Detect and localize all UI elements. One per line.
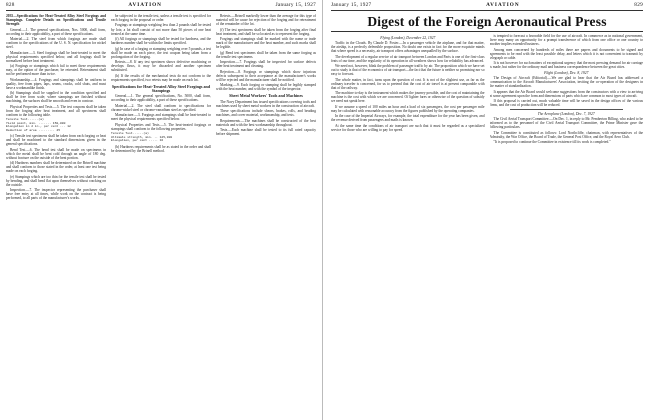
paragraph: Forgings or stampings weighing less than 2 pounds shall be tested by lots; a lot shall consist of not more than 50 pieces of one heat treated at the same time. [111,23,211,36]
right-column-1 [331,34,485,419]
paragraph: Inspection.—7. Forgings shall be inspected for surface defects after heat treatment and cleaning. [216,60,316,69]
paragraph: (d) Hardness numbers shall be determined on the Brinell machine and shall conform to those stated in the order, at least one test being made on each forging. [6,161,106,174]
paragraph: Workmanship.—4. Forgings and stampings shall be uniform in quality, free from pipes, laps, seams, cracks, cold shuts, and must have a workmanlike finish. [6,77,106,90]
paragraph: Physical Properties and Tests.—5. The test coupons shall be taken from the forging after heat treatment, and all specimens shall conform to the following table. [6,104,106,117]
left-page [0,0,323,420]
article-title: Digest of the Foreign Aeronautical Press [367,14,607,29]
paragraph: Material.—2. The steel shall conform to specifications for chrome-nickel steel or chrome-vanadium steel as specified. [111,103,211,112]
paragraph: Retests.—Brinell markedly lower than the average for this type of material will be cause for rejection of the forging and for retreatment of the remainder of the lot. [216,14,316,27]
paragraph: The machine to-day is the instrument which makes the journey possible, and the cost of maintaining the machine is the cost with which we are concerned. Of lighter fares or otherwise of the question of subsidy we need not speak here. [331,91,485,104]
source-line: Flying (London), December 22, 1927 [380,36,436,40]
paragraph: Marking.—9. Each forging or stamping shall be legibly stamped with the heat number, and with the symbol of the inspector. [216,83,316,92]
left-issue-date: January 15, 1927 [275,2,316,8]
paragraph: "It is proposed to continue the Committee in existence till its work is completed." [493,140,611,145]
paragraph: In the case of the Imperial Airways, for example, the total expenditure for the year has been given, and the revenue derived from passengers and mails is known. [331,114,485,123]
left-running-title: AVIATION [128,2,162,8]
paragraph: We need not, however, blink the problem of passenger traffic by air. The proposition which we have set out to study is that of the economics of air transport—the fact that the future is neither so promising nor so easy to forecast. [331,64,485,77]
paragraph: Tests.—Each machine shall be tested to its full rated capacity before shipment. [216,128,316,137]
paragraph: (c) Tensile test specimens shall be taken from each forging or heat and shall be machined to the standard dimensions given in the general specifications. [6,134,106,147]
paragraph: Rejection.—8. Forgings or stampings which show injurious defects subsequent to their acceptance at the manufacturer's works will be rejected and the manufacturer shall be notified. [216,69,316,82]
paragraph: Bend Test.—6. The bend test shall be made on specimens in which the metal shall be bent cold through an angle of 180 deg. without fracture on the outside of the bent portion. [6,147,106,160]
source-line: The Aeroplane (London), Dec. 7, 1927 [537,112,595,117]
section-rule [510,109,624,110]
paragraph: (g) Bend test specimens shall be taken from the same forging as the tensile test specimens. [216,50,316,59]
right-columns [331,34,643,419]
paragraph: Requirements.—The machines shall be constructed of the best materials and with the best workmanship throughout. [216,118,316,127]
paragraph: These specifications include shears, brakes, rolls, and beading machines, and cover material, workmanship, and tests. [216,109,316,118]
left-columns [6,14,316,419]
paragraph: If we assume a speed of 100 miles an hour and a load of six passengers, the cost per passenger mile may be calculated with reasonable accuracy from the figures published by the operating companies. [331,104,485,113]
paragraph: The Civil Aerial Transport Committee.—On Dec. 1, in reply to Mr. Pemberton Billing, who asked to be informed as to the personnel of the Civil Aerial Transport Committee, the Prime Minister gave the following particulars. [489,117,643,130]
paragraph: General.—1. The general specifications, No. 5000, shall form, according to their applicability, a part of these specifications. [111,94,211,103]
paragraph: Retests.—8. If any test specimen shows defective machining or develops flaws, it may be discarded and another specimen substituted. [111,60,211,73]
section-heading: Specifications for Heat-Treated Alloy Steel Forgings and Stampings [111,83,211,93]
paragraph: (g) In case of a forging or stamping weighing over 5 pounds, a test shall be made on each piece, the test coupon being taken from a prolongation of the forging. [111,46,211,59]
paragraph: is tempted to forecast a favorable field for the use of aircraft. In commerce as in national government, there may many an opportunity for a prompt transference of which from one office or one country to another implies extended business. [489,34,643,47]
section-heading: 2035—Specifications for Heat-Treated Alloy Steel Forgings and Stampings. Complete Details on Specifications and Tensile Strength [6,14,106,27]
title-rule [331,31,643,32]
paragraph: It appears that the Air Board would welcome suggestions from the constructors with a view to arriving at some agreement upon the form and dimensions of parts which are common to most types of aircraft. [489,89,643,98]
paragraph: General.—1. The general specifications, Nos. 5000, shall form, according to their applicability, a part of these specifications. [6,27,106,36]
paragraph: The development of a regular service of air transport between London and Paris is one of the first-class feats of our time, and the regularity of its operation in all weathers shows how far reliability has advanced. [331,54,485,63]
paragraph: (b) Hardness requirements shall be as stated in the order and shall be determined by the Brinell method. [111,144,211,153]
paragraph: Inspection.—7. The inspector representing the purchaser shall have free entry at all times, while work on the contract is being performed, to all parts of the manufacturer's works. [6,188,106,201]
paragraph: The Navy Department has issued specifications covering tools and machines used by sheet metal workers in the construction of aircraft. [216,99,316,108]
source-line: Flight (London), Dec. 8, 1927 [544,71,589,76]
right-page-number: 829 [634,2,643,8]
left-column-2 [111,14,211,419]
paragraph: The whole matter, in fact, turns upon the question of cost. It is not of the slightest use, as far as the ordinary traveler is concerned, for us to pretend that the cost of air travel is at present comparable with that of the railway. [331,77,485,90]
paragraph: Traffic in the Clouds. By Claude D. Foster.—In a passenger vehicle the airplane, and for that matter, the airship, is a perfectly defensible proposition. No doubt one exists in fact for the more exquisite minds that where speed is a necessity, air transport offers advantages unequalled by the surface. [331,41,485,54]
paragraph: (f) All forgings or stampings shall be tested for hardness, and the hardness number shall be within the limits specified. [111,37,211,46]
right-page [323,0,650,420]
paragraph: Among men concerned by hundreds of miles there are papers and documents to be signed and agreements to be read with the least possible delay, and letters which it is not convenient to transmit by telegraph or cable. [489,47,643,60]
left-running-head [6,2,316,11]
paragraph: be subjected to the tensile test, unless a tensile test is specified for each forging in the proposal or order. [111,14,211,23]
right-running-head [331,2,643,11]
paragraph: (f) The test specimens shall be taken from the forging after final heat treatment, and shall be so located as to represent the forging. [216,27,316,36]
spec-table: Tensile Test......(a) Yield point, min. ....... 150,000 Elongation in 2 in., per cent ... 12 Reduction of area ......... 45 [6,118,71,132]
paragraph: Physical Properties and Tests.—5. The heat-treated forgings or stampings shall conform to the following properties. [111,122,211,131]
paragraph: Material.—2. The steel from which forgings are made shall conform to the specifications of the U. S. N. specification for nickel steel. [6,37,106,50]
left-column-1 [6,14,106,419]
paragraph: Manufacture.—3. Steel forgings shall be heat-treated to meet the physical requirements specified below, and all forgings shall be normalized before heat treatment. [6,50,106,63]
left-column-3 [216,14,316,419]
paragraph: The Design of Aircraft (Editorial).—We are glad to hear that the Air Board has addressed a communication to the Aircraft Manufacturers' Association, inviting the co-operation of the designers in the matter of standardization. [489,76,643,89]
spec-table: Tensile Test......(a) Ultimate strength, min. .. 125,000 Elongation, per cent ..... 16 [111,132,173,143]
paragraph: (a) Forgings or stampings which fail to meet these requirements may, at the option of the purchaser, be retreated. Retreatment shall not be performed more than twice. [6,64,106,77]
paragraph: (h) If the results of the mechanical tests do not conform to the requirements specified, two retests may be made on each lot. [111,73,211,82]
left-page-number: 828 [6,2,15,8]
paragraph: It is not however for such matters of exceptional urgency that the most pressing demand for air carriage is made, but rather for the ordinary mail and business correspondence between the great cities. [489,61,643,70]
paragraph: Manufacture.—3. Forgings and stampings shall be heat-treated to meet the physical requirements specified below. [111,113,211,122]
right-issue-date: January 15, 1927 [331,2,372,8]
paragraph: (e) Stampings which are too thin for the tensile test shall be tested by bending, and shall bend flat upon themselves without cracking on the outside. [6,174,106,187]
paragraph: (b) Stampings shall be supplied in the condition specified and shall be free from scale; where stampings are finished without machining, the surfaces shall be smooth and even in contour. [6,91,106,104]
paragraph: At the same time the conditions of air transport are such that it must be regarded as a specialized service for those who are willing to pay for speed. [331,123,485,132]
paragraph: Forgings and stampings shall be marked with the name or trade mark of the manufacturer and the heat number, and such marks shall be legible. [216,37,316,50]
right-running-title: AVIATION [486,2,520,8]
right-column-2 [490,34,644,419]
section-heading: Sheet Metal Workers' Tools and Machines [229,93,303,99]
paragraph: If this proposal is carried out, much valuable time will be saved in the design offices of the various firms, and the cost of production will be reduced. [489,99,643,108]
paragraph: The Committee is constituted as follows: Lord Northcliffe, chairman, with representatives of the Admiralty, the War Office, the Board of Trade, the General Post Office, and the Royal Aero Club. [489,130,643,139]
